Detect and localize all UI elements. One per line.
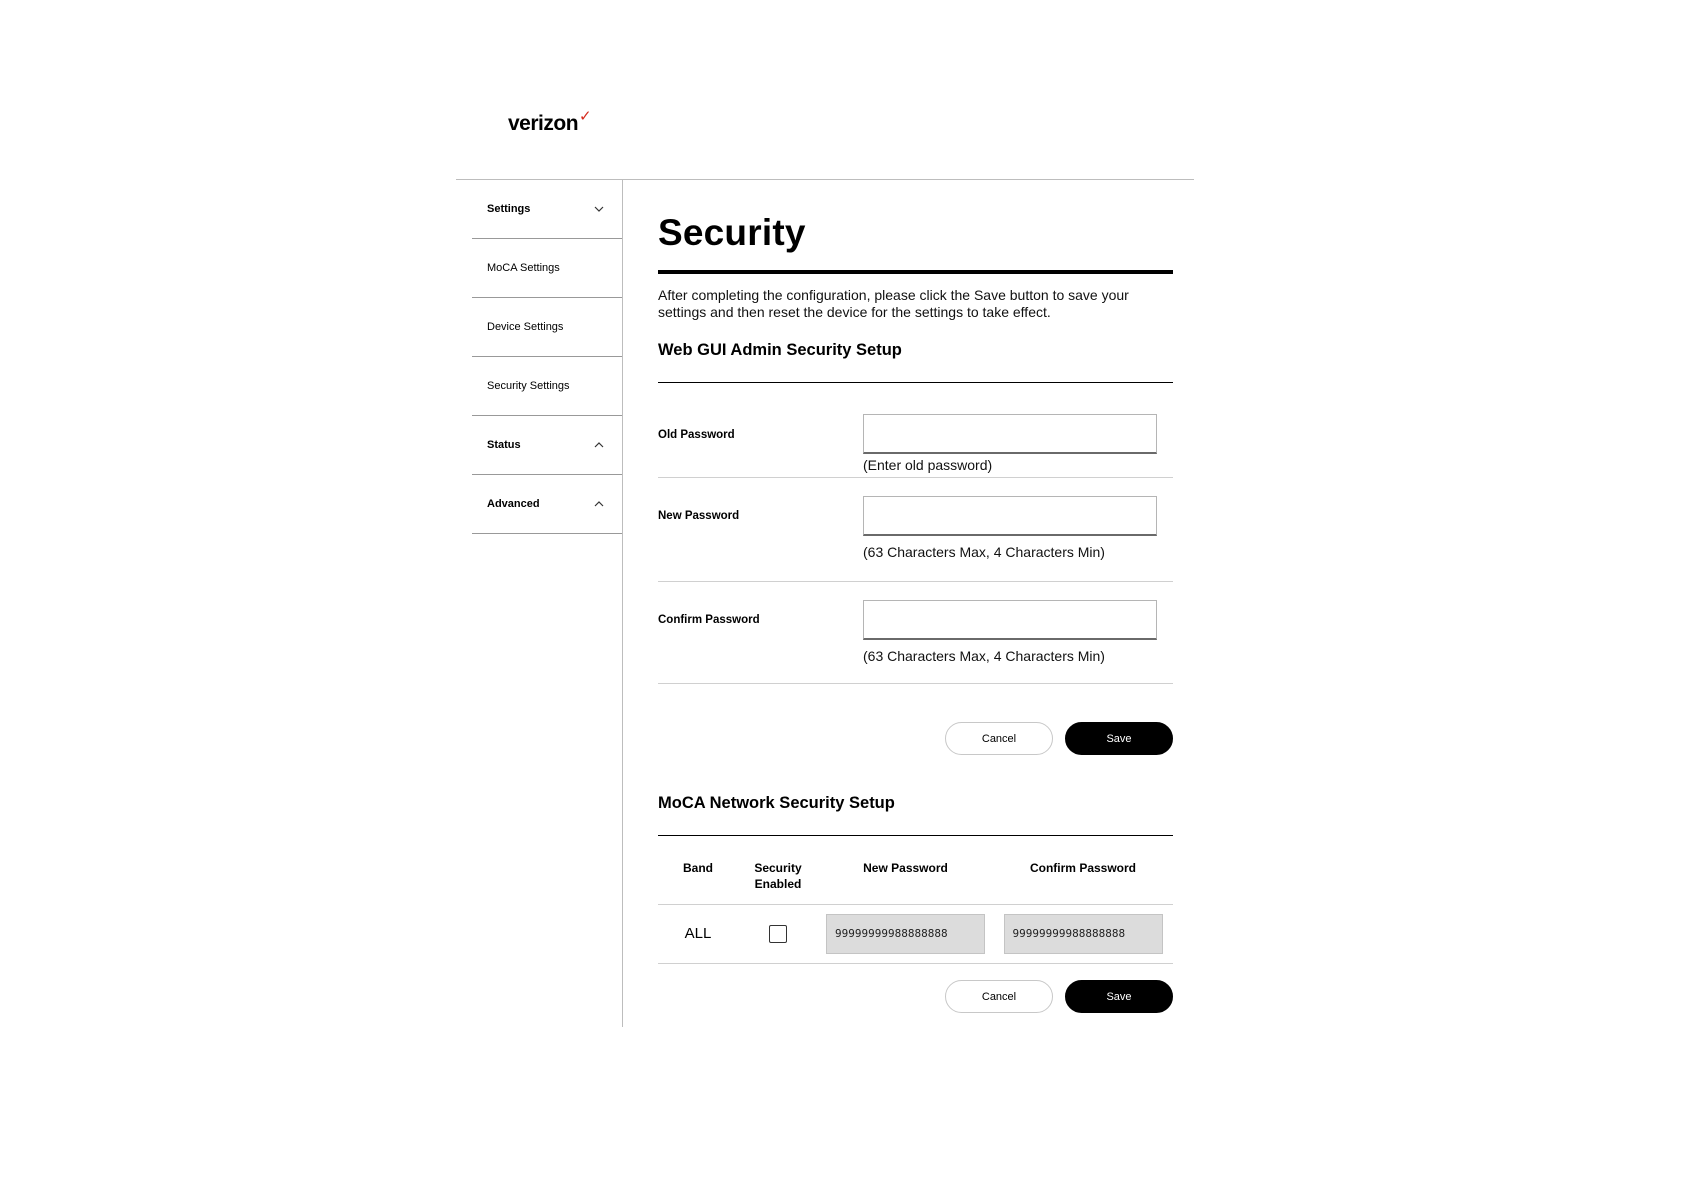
moca-save-button[interactable]: Save [1065, 980, 1173, 1013]
old-password-row [658, 383, 1173, 478]
sidebar-nav [472, 180, 622, 534]
sidebar-item-label: Security Settings [487, 380, 570, 392]
column-header-security-enabled: Security Enabled [738, 836, 818, 904]
confirm-password-label: Confirm Password [658, 614, 760, 626]
old-password-label: Old Password [658, 429, 735, 441]
sidebar-item-security-settings[interactable] [472, 357, 622, 416]
sidebar-item-advanced[interactable] [472, 475, 622, 534]
column-header-confirm-password: Confirm Password [993, 836, 1173, 904]
moca-security-table [658, 836, 1173, 964]
confirm-password-hint: (63 Characters Max, 4 Characters Min) [863, 648, 1105, 664]
admin-save-button[interactable]: Save [1065, 722, 1173, 755]
confirm-password-cell [993, 904, 1173, 963]
new-password-cell [818, 904, 993, 963]
sidebar-divider [622, 180, 623, 1027]
sidebar-item-settings[interactable] [472, 180, 622, 239]
admin-section-title: Web GUI Admin Security Setup [658, 341, 902, 359]
old-password-input[interactable] [863, 414, 1157, 454]
logo-check-icon: ✓ [579, 108, 592, 125]
new-password-input[interactable] [863, 496, 1157, 536]
new-password-hint: (63 Characters Max, 4 Characters Min) [863, 544, 1105, 560]
sidebar-item-status[interactable] [472, 416, 622, 475]
security-enabled-checkbox[interactable] [769, 925, 787, 943]
sidebar-item-label: Device Settings [487, 321, 564, 333]
sidebar-item-label: Status [487, 439, 521, 451]
sidebar-item-device-settings[interactable] [472, 298, 622, 357]
intro-text: After completing the configuration, please click the Save button to save your settings and then reset the device for the settings to take effect. [658, 287, 1129, 320]
page-title: Security [658, 212, 806, 253]
column-header-band: Band [658, 836, 738, 904]
new-password-row [658, 478, 1173, 582]
sidebar-item-label: MoCA Settings [487, 262, 560, 274]
verizon-logo [508, 108, 592, 136]
sidebar-item-label: Settings [487, 203, 531, 215]
moca-new-password-field[interactable]: 99999999988888888 [826, 914, 985, 954]
confirm-password-row [658, 582, 1173, 684]
new-password-label: New Password [658, 510, 740, 522]
chevron-up-icon [594, 442, 604, 448]
chevron-up-icon [594, 501, 604, 507]
sidebar-item-moca-settings[interactable] [472, 239, 622, 298]
column-header-new-password: New Password [818, 836, 993, 904]
chevron-down-icon [594, 206, 604, 212]
moca-confirm-password-field[interactable]: 99999999988888888 [1004, 914, 1163, 954]
old-password-hint: (Enter old password) [863, 457, 993, 473]
admin-cancel-button[interactable]: Cancel [945, 722, 1053, 755]
security-enabled-cell [738, 904, 818, 963]
sidebar-item-label: Advanced [487, 498, 540, 510]
logo-text: verizon [508, 112, 579, 135]
table-row [658, 904, 1173, 963]
band-cell: ALL [658, 904, 738, 963]
moca-cancel-button[interactable]: Cancel [945, 980, 1053, 1013]
moca-section-title: MoCA Network Security Setup [658, 794, 895, 812]
confirm-password-input[interactable] [863, 600, 1157, 640]
title-divider [658, 270, 1173, 274]
